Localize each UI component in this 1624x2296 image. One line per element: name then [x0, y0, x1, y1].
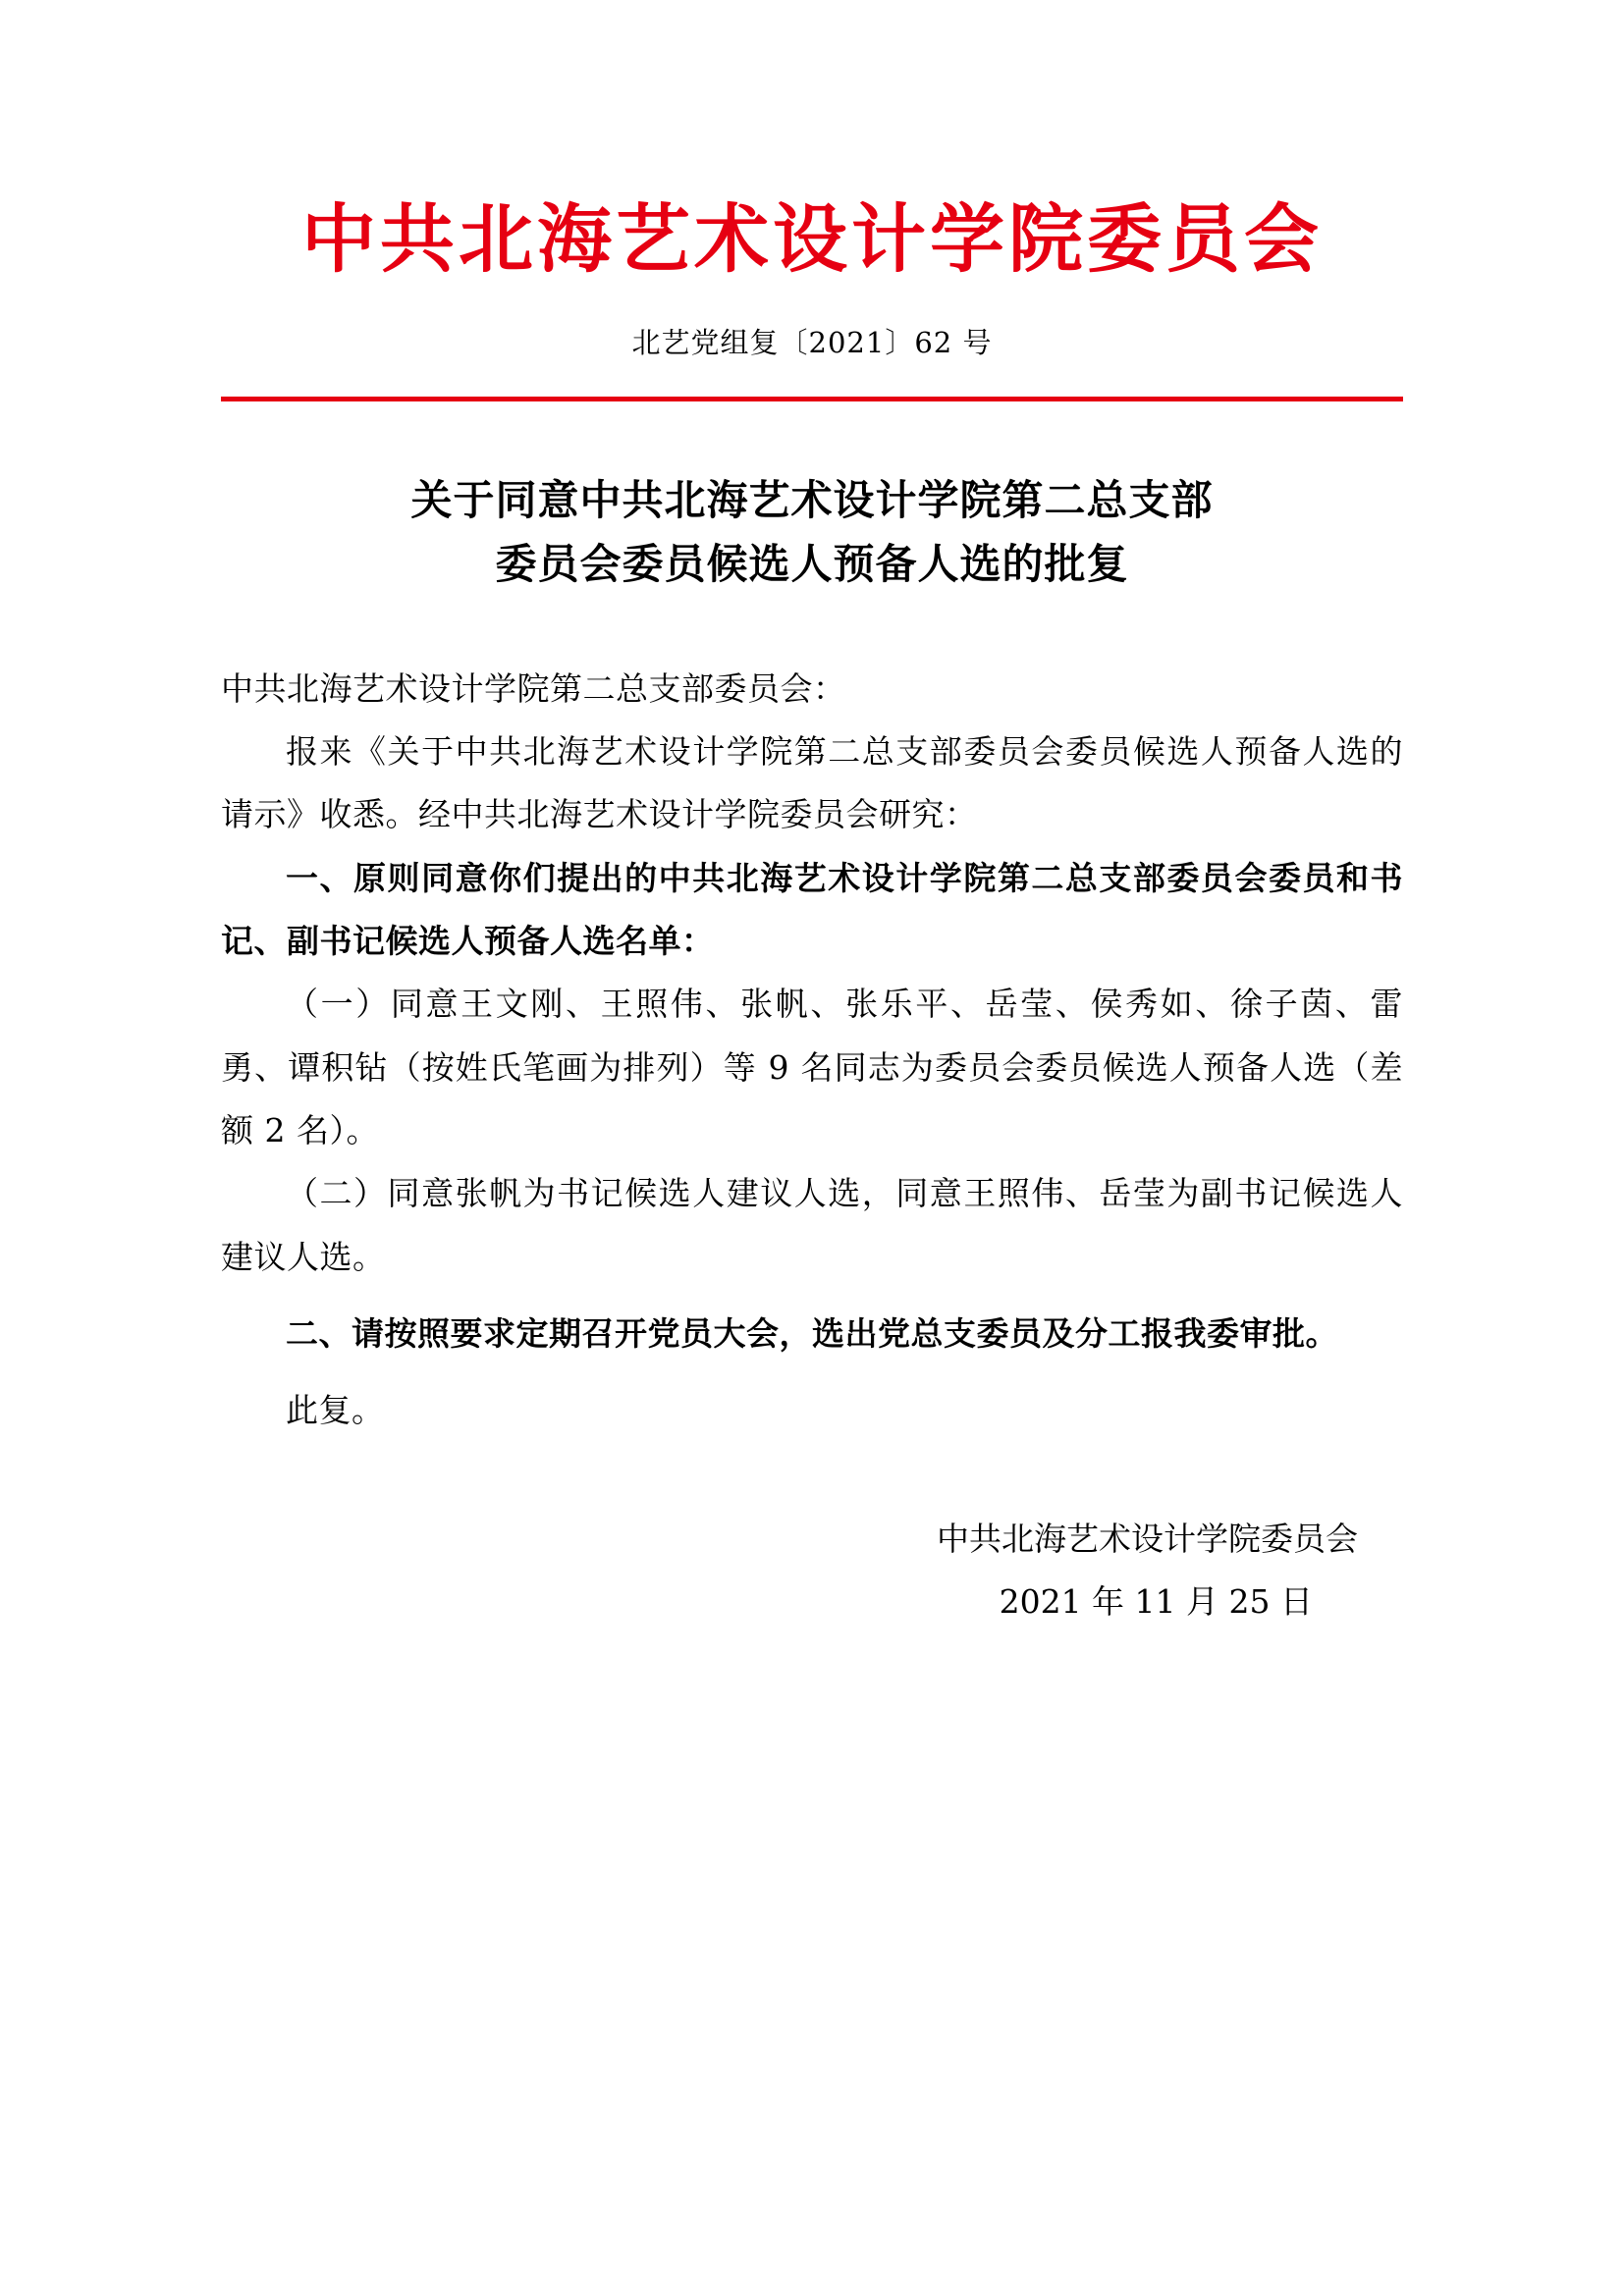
salutation: 中共北海艺术设计学院第二总支部委员会： [221, 668, 846, 708]
body-paragraph-1: 报来《关于中共北海艺术设计学院第二总支部委员会委员候选人预备人选的请示》收悉。经中共北海艺术设计学院委员会研究： [221, 731, 1403, 834]
body-paragraph-2: 一、原则同意你们提出的中共北海艺术设计学院第二总支部委员会委员和书记、副书记候选人预备人选名单： [221, 858, 1403, 960]
document-body [221, 658, 1403, 1443]
document-number: 北艺党组复〔2021〕62 号 [631, 326, 993, 360]
document-title [221, 468, 1403, 596]
signature-date: 2021 年 11 月 25 日 [999, 1582, 1313, 1622]
signature-issuer: 中共北海艺术设计学院委员会 [937, 1519, 1358, 1558]
issuing-organization-title: 中共北海艺术设计学院委员会 [301, 195, 1323, 283]
body-paragraph-5: 二、请按照要求定期召开党员大会，选出党总支委员及分工报我委审批。 [286, 1314, 1338, 1354]
document-title-line-2: 委员会委员候选人预备人选的批复 [495, 540, 1129, 589]
body-paragraph-6: 此复。 [286, 1391, 385, 1430]
body-paragraph-3: （一）同意王文刚、王照伟、张帆、张乐平、岳莹、侯秀如、徐子茵、雷勇、谭积钻（按姓氏笔画为排列）等 9 名同志为委员会委员候选人预备人选（差额 2 名）。 [221, 985, 1403, 1149]
masthead [221, 0, 1403, 401]
document-title-line-1: 关于同意中共北海艺术设计学院第二总支部 [410, 476, 1214, 525]
signature-block [221, 1508, 1403, 1634]
red-separator-rule [221, 397, 1403, 401]
body-paragraph-4: （二）同意张帆为书记候选人建议人选，同意王照伟、岳莹为副书记候选人建议人选。 [221, 1174, 1403, 1276]
